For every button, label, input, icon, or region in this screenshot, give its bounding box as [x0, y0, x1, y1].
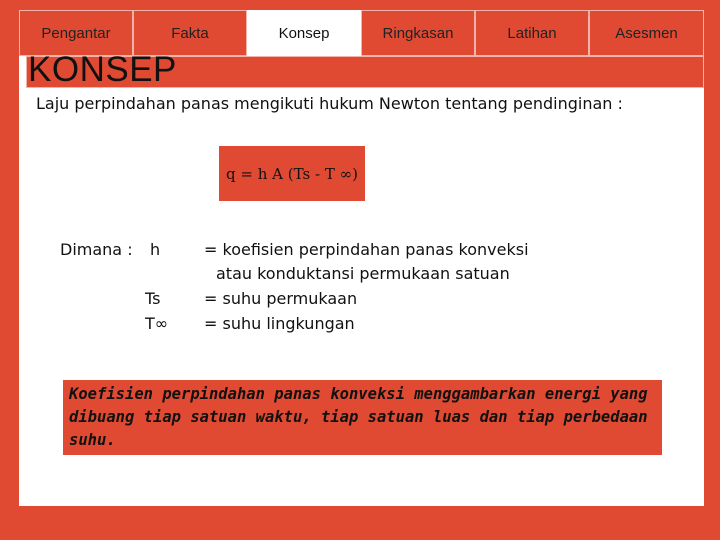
- tab-latihan[interactable]: [475, 10, 589, 56]
- symbol-ts: Ts: [145, 289, 161, 308]
- definitions-label: Dimana :: [60, 240, 133, 259]
- symbol-t-inf: T∞: [145, 314, 169, 333]
- desc-t-inf: = suhu lingkungan: [204, 314, 355, 333]
- intro-text: Laju perpindahan panas mengikuti hukum Newton tentang pendinginan :: [36, 94, 623, 113]
- desc-ts: = suhu permukaan: [204, 289, 358, 308]
- formula-box: [219, 146, 365, 201]
- tab-label: Pengantar: [41, 24, 111, 42]
- symbol-h: h: [150, 240, 161, 259]
- tab-asesmen[interactable]: [589, 10, 704, 56]
- note-text: Koefisien perpindahan panas konveksi menggambarkan energi yang dibuang tiap satuan waktu, tiap satuan luas dan tiap perbedaan suhu.: [69, 385, 648, 449]
- desc-h-line1: = koefisien perpindahan panas konveksi: [204, 240, 529, 259]
- tab-konsep[interactable]: [247, 10, 361, 56]
- page-title: KONSEP: [28, 50, 177, 89]
- desc-h-line2: atau konduktansi permukaan satuan: [216, 264, 510, 283]
- tab-ringkasan[interactable]: [361, 10, 475, 56]
- tab-label: Latihan: [507, 24, 557, 42]
- formula-text: q = h A (Ts - T ∞): [226, 164, 358, 183]
- tab-label: Konsep: [278, 24, 330, 42]
- note-box: [61, 378, 664, 457]
- tab-label: Ringkasan: [382, 24, 454, 42]
- tab-label: Fakta: [171, 24, 209, 42]
- tab-label: Asesmen: [615, 24, 678, 42]
